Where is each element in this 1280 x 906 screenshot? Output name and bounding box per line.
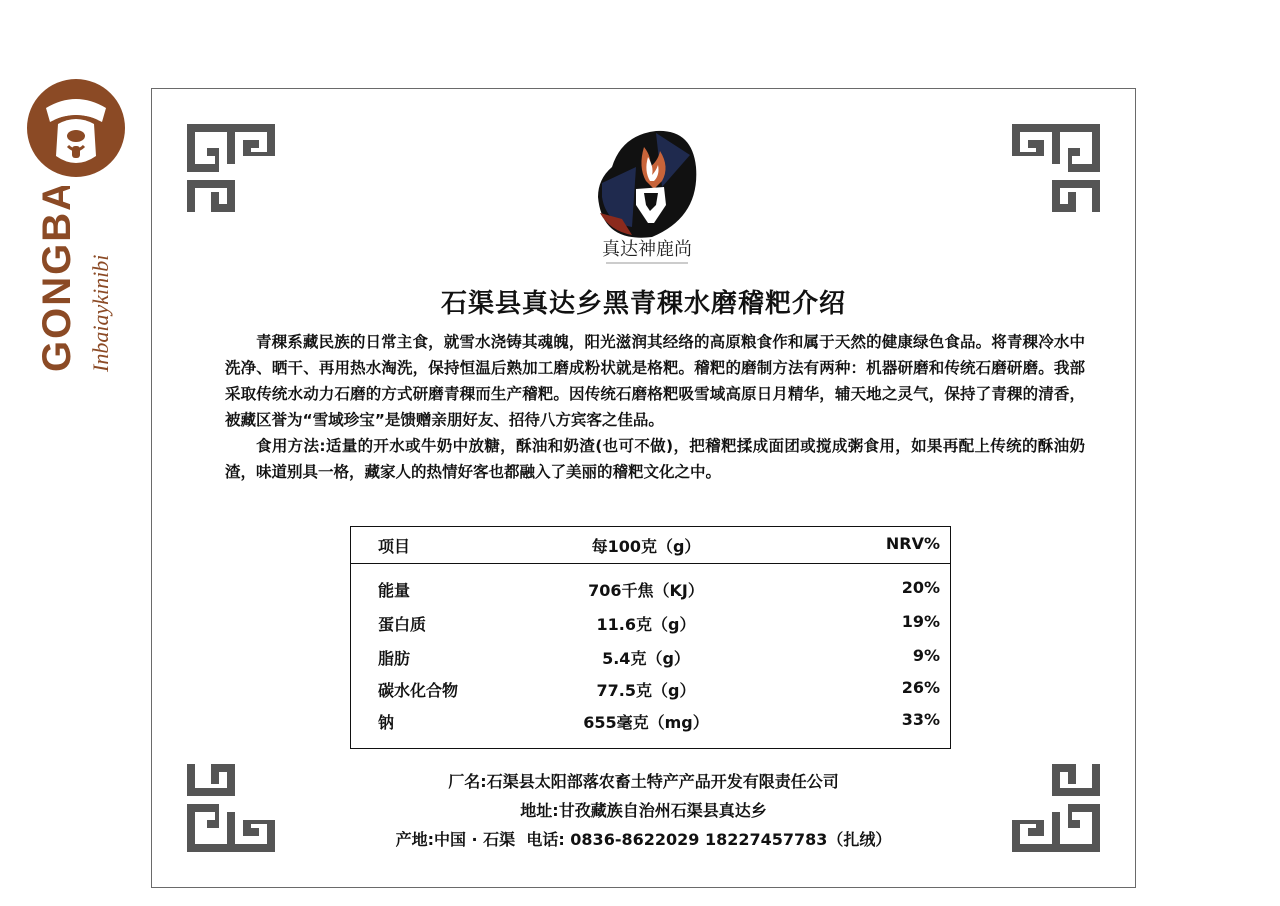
deer-flame-emblem-icon bbox=[592, 127, 702, 269]
row-amount: 5.4克（g） bbox=[602, 649, 690, 668]
meander-corner-icon bbox=[185, 122, 277, 214]
meander-corner-icon bbox=[1010, 122, 1102, 214]
origin-and-phone: 产地:中国 · 石渠 电话: 0836-8622029 18227457783（扎绒） bbox=[395, 830, 892, 849]
intro-text bbox=[225, 329, 1085, 485]
row-nrv: 20% bbox=[901, 578, 940, 597]
brand-wordmark-text: GONGBA bbox=[38, 186, 79, 372]
nutrition-table bbox=[350, 526, 951, 749]
dog-face-icon bbox=[24, 78, 128, 178]
row-nrv: 33% bbox=[901, 710, 940, 729]
brand-logo bbox=[24, 78, 128, 178]
usage-paragraph: 食用方法:适量的开水或牛奶中放糖，酥油和奶渣(也可不做)，把稽粑揉成面团或搅成粥食用，如果再配上传统的酥油奶渣，味道别具一格，藏家人的热情好客也都融入了美丽的稽粑文化之中。 bbox=[225, 437, 1085, 481]
product-logo bbox=[592, 127, 702, 269]
header-item: 项目 bbox=[378, 537, 411, 556]
row-label: 能量 bbox=[378, 581, 411, 600]
brand-script-text: Inbaiaykinibi bbox=[88, 254, 113, 372]
row-nrv: 19% bbox=[901, 612, 940, 631]
intro-paragraph: 青稞系藏民族的日常主食，就雪水浇铸其魂魄，阳光滋润其经络的高原粮食作和属于天然的健康绿色食品。将青稞冷水中洗净、晒干、再用热水淘洗，保持恒温后熟加工磨成粉状就是格粑。稽粑的磨制方法有两种：机器研磨和传统石磨研磨。我部采取传统水动力石磨的方式研磨青稞而生产稽粑。因传统石磨格粑吸雪域高原日月精华，辅天地之灵气，保持了青稞的清香，被藏区誉为“雪域珍宝”是馈赠亲朋好友、招待八方宾客之佳品。 bbox=[225, 333, 1085, 429]
manufacturer-address: 地址:甘孜藏族自治州石渠县真达乡 bbox=[520, 801, 767, 820]
header-divider bbox=[351, 563, 950, 564]
header-per-100g: 每100克（g） bbox=[591, 537, 701, 556]
row-amount: 655毫克（mg） bbox=[583, 713, 709, 732]
manufacturer-name: 厂名:石渠县太阳部落农畜土特产产品开发有限责任公司 bbox=[448, 772, 839, 791]
row-amount: 77.5克（g） bbox=[596, 681, 696, 700]
row-label: 碳水化合物 bbox=[378, 681, 459, 700]
product-logo-name: 真达神鹿尚 bbox=[602, 239, 692, 260]
row-label: 脂肪 bbox=[378, 649, 411, 668]
label-card bbox=[151, 88, 1136, 888]
page-title: 石渠县真达乡黑青稞水磨稽粑介绍 bbox=[440, 289, 846, 319]
header-nrv: NRV% bbox=[885, 534, 940, 553]
row-amount: 706千焦（KJ） bbox=[588, 581, 704, 600]
row-label: 钠 bbox=[378, 713, 395, 732]
manufacturer-info bbox=[152, 767, 1135, 854]
row-nrv: 26% bbox=[901, 678, 940, 697]
row-label: 蛋白质 bbox=[378, 615, 427, 634]
row-nrv: 9% bbox=[912, 646, 940, 665]
brand-wordmark bbox=[38, 186, 128, 376]
row-amount: 11.6克（g） bbox=[596, 615, 696, 634]
